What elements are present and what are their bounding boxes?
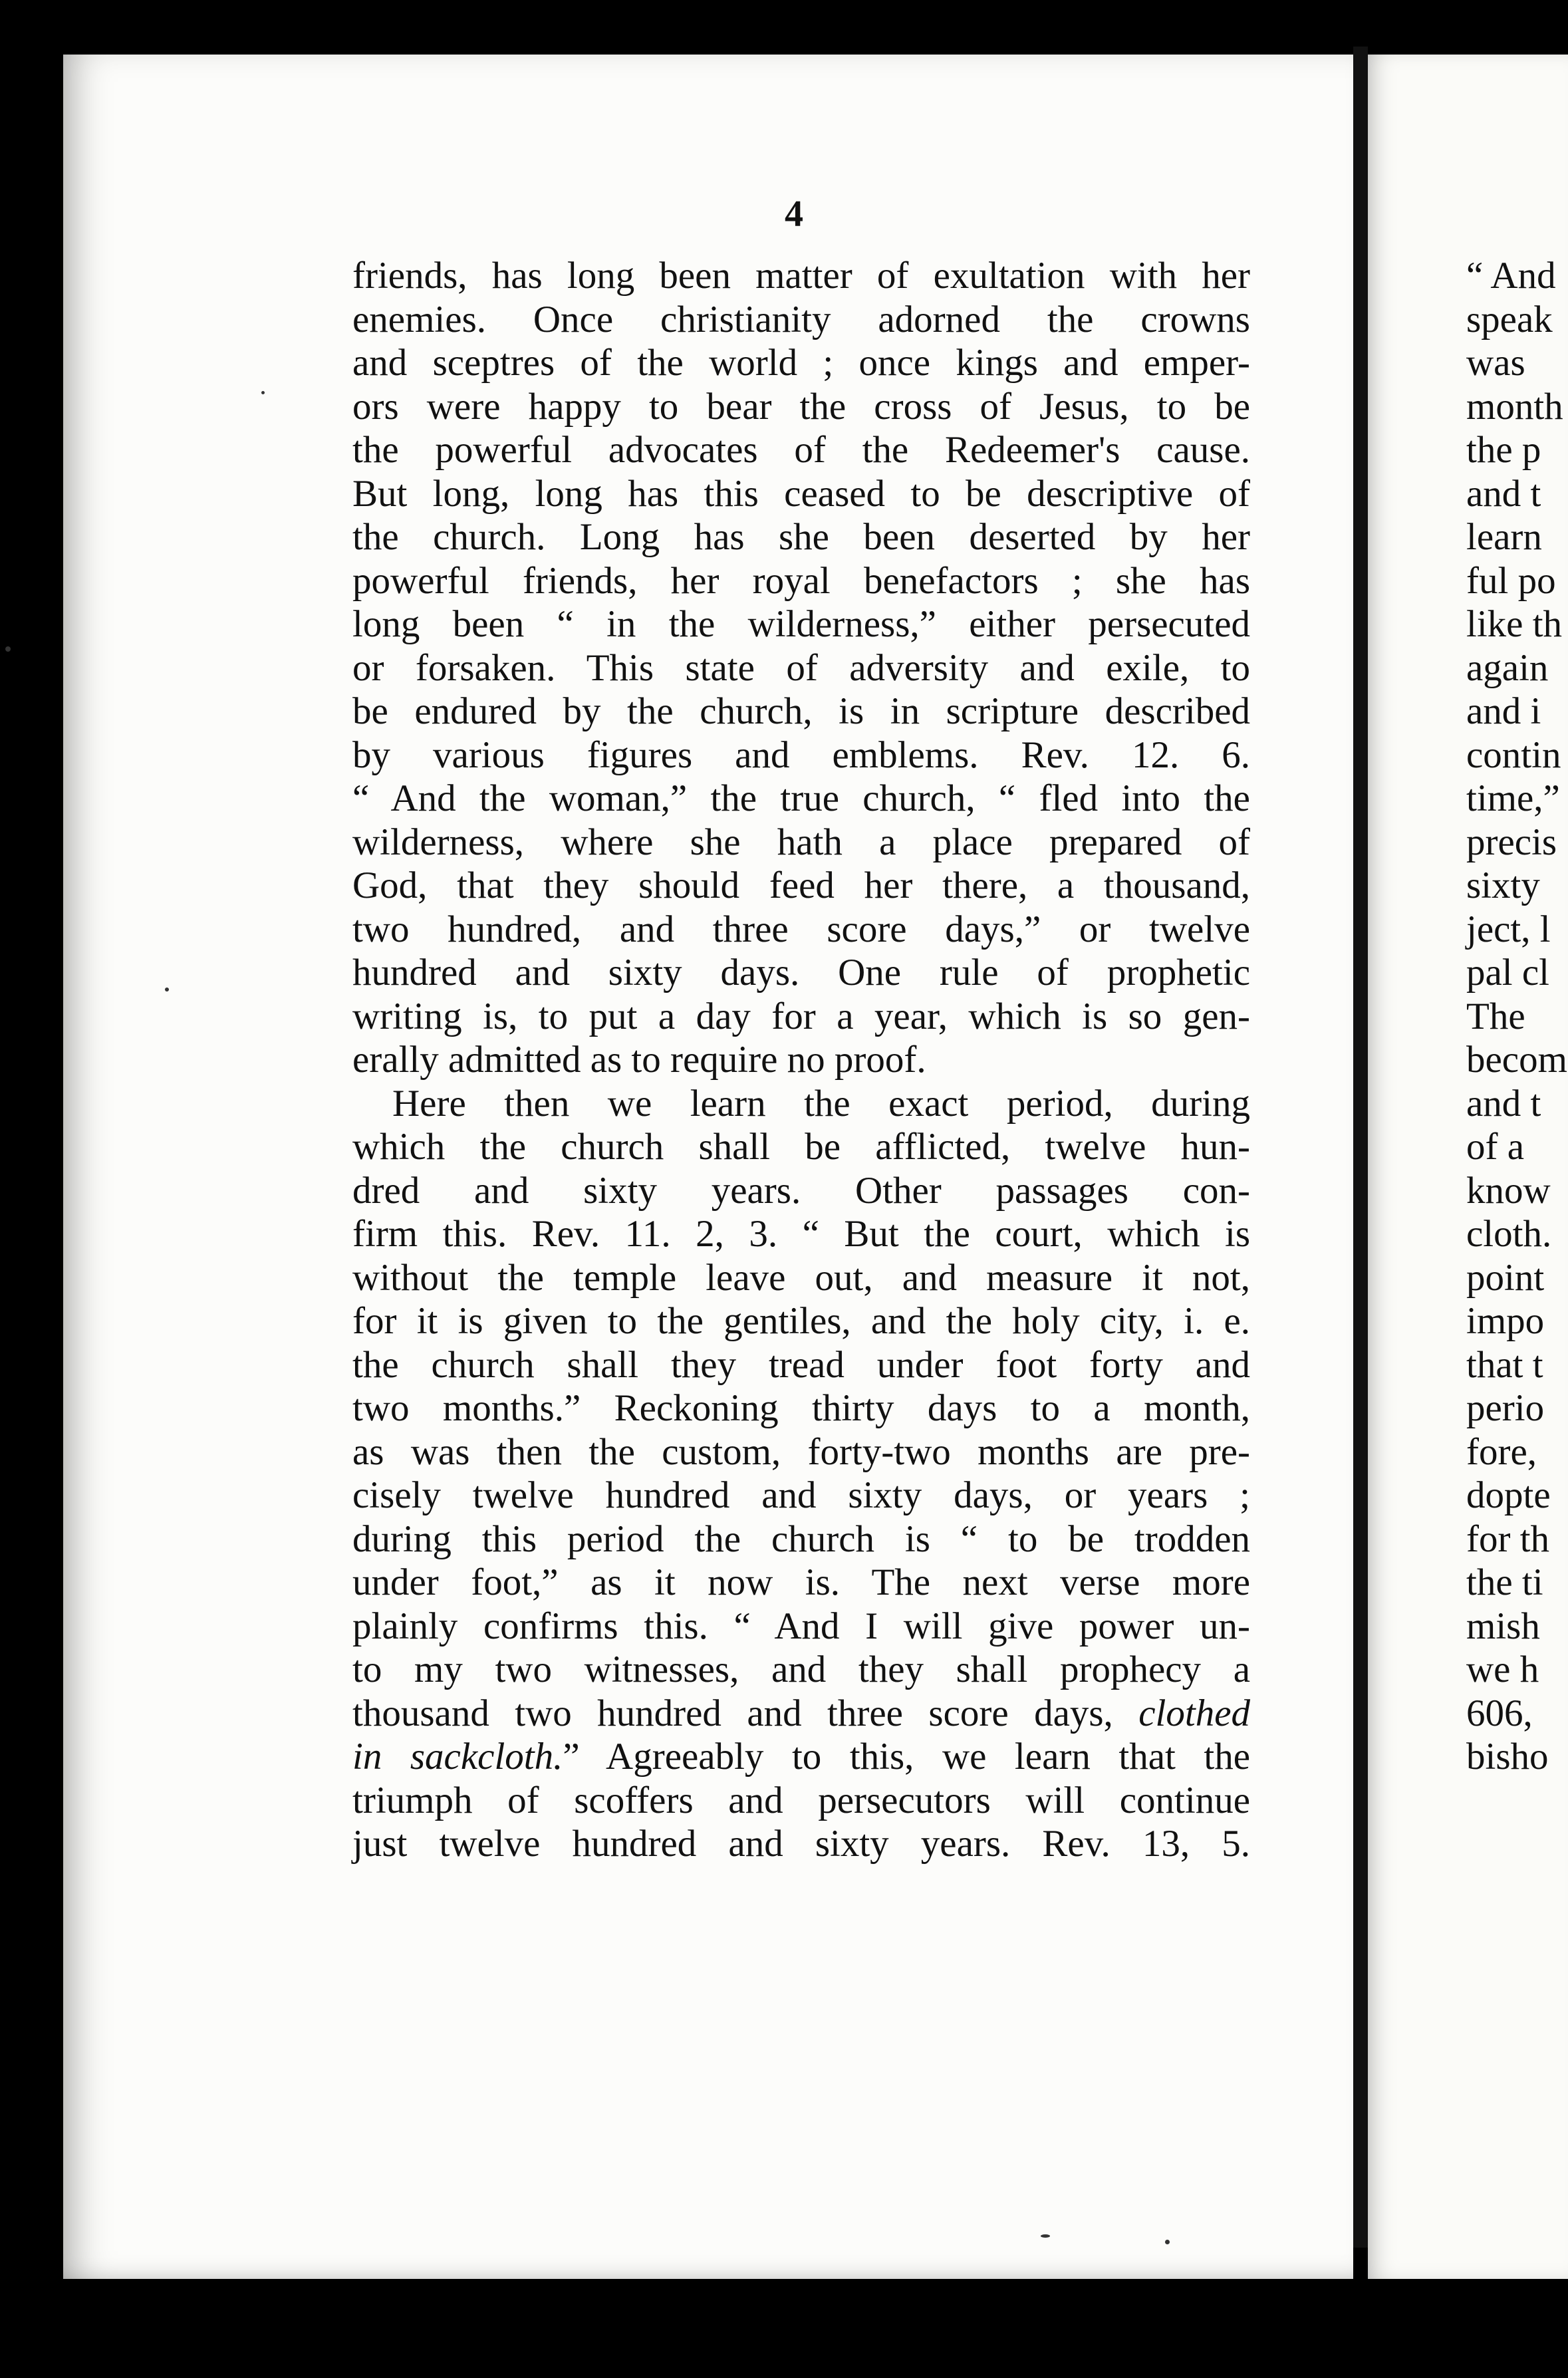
right-page-fragment: the ti: [1466, 1561, 1543, 1603]
text-line: long been “ in the wilderness,” either persecuted: [352, 603, 1250, 645]
text-line: writing is, to put a day for a year, which is so gen-: [352, 995, 1250, 1037]
text-line: powerful friends, her royal benefactors ; she has: [352, 559, 1250, 602]
text-line: firm this. Rev. 11. 2, 3. “ But the court, which is: [352, 1213, 1250, 1255]
right-page-fragment: we h: [1466, 1649, 1539, 1690]
text-run: ” Agreeably to this, we learn that the: [563, 1736, 1251, 1778]
text-line: by various figures and emblems. Rev. 12. 6.: [352, 733, 1250, 776]
text-line: enemies. Once christianity adorned the crowns: [352, 298, 1250, 340]
text-line: just twelve hundred and sixty years. Rev. 13, 5.: [352, 1823, 1250, 1865]
text-line: two months.” Reckoning thirty days to a month,: [352, 1387, 1250, 1429]
text-line: plainly confirms this. “ And I will give power un-: [352, 1605, 1250, 1647]
right-page-fragment: for th: [1466, 1518, 1550, 1560]
print-speck: [1041, 2234, 1050, 2238]
text-line: the church. Long has she been deserted by her: [352, 516, 1250, 558]
right-page-fragment: 606,: [1466, 1692, 1533, 1734]
text-line: during this period the church is “ to be trodden: [352, 1518, 1250, 1560]
text-line: dred and sixty years. Other passages con-: [352, 1169, 1250, 1212]
right-page-fragment: and t: [1466, 472, 1541, 515]
italic-text: clothed: [1138, 1692, 1251, 1734]
body-text: [352, 254, 1250, 1866]
right-page-fragment: “ And: [1466, 255, 1556, 297]
text-line: be endured by the church, is in scripture described: [352, 690, 1250, 732]
text-line: But long, long has this ceased to be descriptive of: [352, 472, 1250, 515]
right-page-fragment: and i: [1466, 690, 1541, 732]
text-line: under foot,” as it now is. The next verse more: [352, 1561, 1250, 1603]
right-page-fragment: know: [1466, 1169, 1551, 1212]
text-line-with-italic: [352, 1735, 1250, 1779]
right-page-fragment: impo: [1466, 1300, 1545, 1342]
text-line: the powerful advocates of the Redeemer's cause.: [352, 429, 1250, 471]
print-speck: [261, 391, 265, 394]
right-page-text-fragments: [1466, 254, 1568, 1779]
text-line: to my two witnesses, and they shall prophecy a: [352, 1649, 1250, 1690]
right-page-fragment: point: [1466, 1256, 1545, 1299]
right-page-fragment: perio: [1466, 1387, 1545, 1429]
text-line: “ And the woman,” the true church, “ fled into the: [352, 777, 1250, 819]
right-page-fragment: learn: [1466, 516, 1542, 558]
right-page-fragment: The: [1466, 995, 1525, 1037]
text-run: thousand two hundred and three score days,: [352, 1692, 1113, 1734]
text-line: which the church shall be afflicted, twelve hun-: [352, 1126, 1250, 1168]
paragraph-start-line: Here then we learn the exact period, during: [392, 1082, 1250, 1124]
right-page-fragment: the p: [1466, 429, 1541, 471]
text-line: cisely twelve hundred and sixty days, or years ;: [352, 1474, 1250, 1516]
text-line: or forsaken. This state of adversity and exile, to: [352, 646, 1250, 689]
right-page-fragment: again: [1466, 646, 1549, 689]
text-line: triumph of scoffers and persecutors will continue: [352, 1779, 1250, 1821]
right-page-fragment: fore,: [1466, 1430, 1537, 1473]
right-page-fragment: bisho: [1466, 1736, 1549, 1778]
right-page-fragment: time,”: [1466, 777, 1560, 819]
right-page-fragment: becom: [1466, 1039, 1567, 1081]
print-speck: [1165, 2240, 1170, 2244]
text-line: erally admitted as to require no proof.: [352, 1039, 926, 1081]
page-number: 4: [785, 194, 803, 235]
text-line: without the temple leave out, and measure it not,: [352, 1256, 1250, 1299]
book-gutter: [1353, 47, 1368, 2248]
right-page-fragment: that t: [1466, 1343, 1543, 1386]
text-line: ors were happy to bear the cross of Jesus, to be: [352, 385, 1250, 428]
right-page-fragment: cloth.: [1466, 1213, 1552, 1255]
text-line: hundred and sixty days. One rule of prophetic: [352, 952, 1250, 993]
text-line: and sceptres of the world ; once kings and emper-: [352, 342, 1250, 384]
text-line: wilderness, where she hath a place prepared of: [352, 821, 1250, 863]
right-page-fragment: sixty: [1466, 864, 1540, 906]
print-speck: [5, 646, 11, 652]
right-page-fragment: mish: [1466, 1605, 1540, 1647]
text-line: as was then the custom, forty-two months are pre-: [352, 1430, 1250, 1473]
right-page-fragment: like th: [1466, 603, 1563, 645]
right-page-fragment: speak: [1466, 298, 1553, 340]
right-page-fragment: of a: [1466, 1126, 1525, 1168]
italic-text: in sackcloth.: [352, 1736, 563, 1778]
right-page-fragment: ject, l: [1466, 908, 1551, 950]
right-page-fragment: dopte: [1466, 1474, 1551, 1516]
right-page-fragment: ful po: [1466, 559, 1556, 602]
right-page-fragment: precis: [1466, 821, 1557, 863]
right-page-fragment: contin: [1466, 733, 1561, 776]
right-page-fragment: was: [1466, 342, 1525, 384]
text-line: friends, has long been matter of exultation with her: [352, 255, 1250, 297]
text-line: the church shall they tread under foot forty and: [352, 1343, 1250, 1386]
text-line-with-italic: [352, 1692, 1250, 1736]
right-page-fragment: month: [1466, 385, 1563, 428]
print-speck: [165, 988, 169, 991]
right-page-fragment: and t: [1466, 1082, 1541, 1124]
text-line: two hundred, and three score days,” or twelve: [352, 908, 1250, 950]
text-line: God, that they should feed her there, a thousand,: [352, 864, 1250, 906]
text-line: for it is given to the gentiles, and the holy city, i. e.: [352, 1300, 1250, 1342]
right-page-fragment: pal cl: [1466, 952, 1550, 993]
